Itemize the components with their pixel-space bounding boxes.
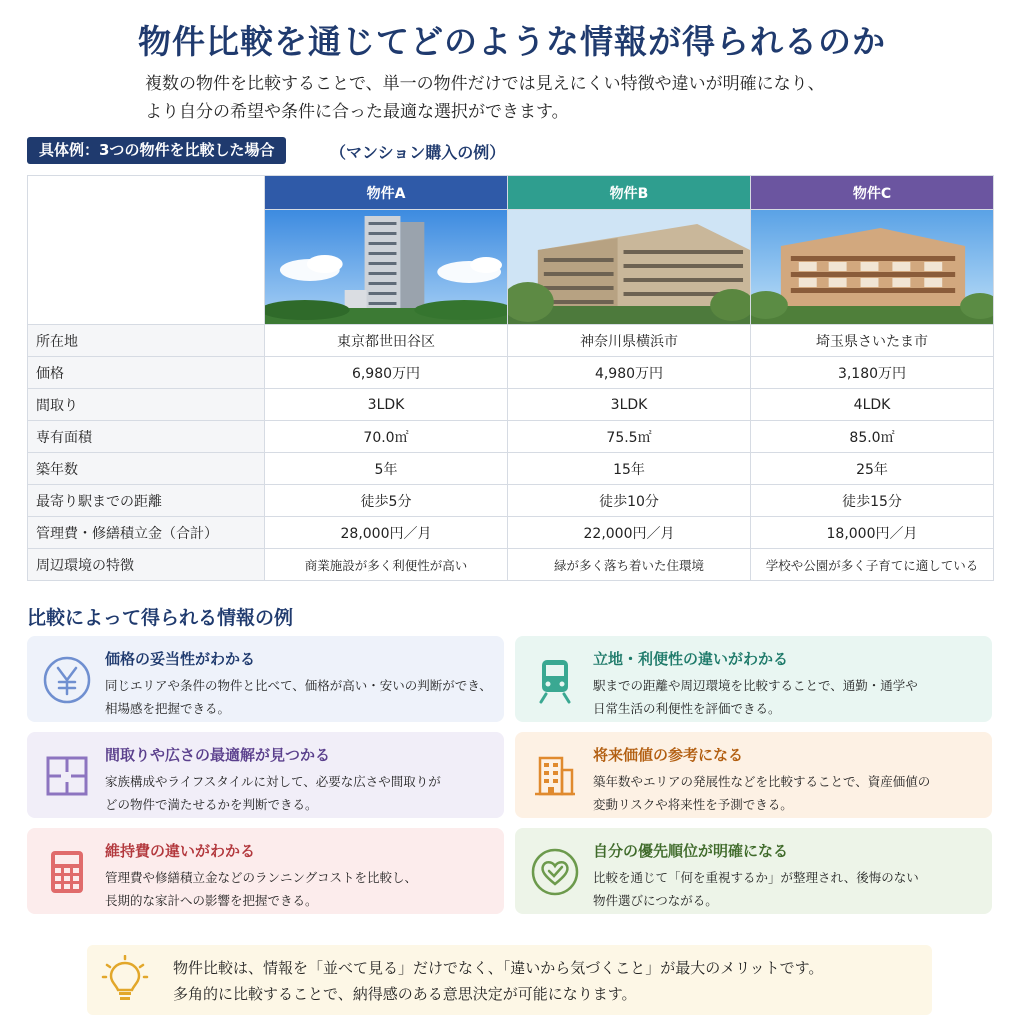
row-label: 専有面積 — [28, 421, 265, 453]
card-description-line: 駅までの距離や周辺環境を比較することで、通勤・通学や — [593, 678, 918, 693]
table-cell: 3,180万円 — [751, 357, 994, 389]
table-row — [28, 549, 994, 581]
card-description — [593, 866, 983, 912]
table-cell: 4,980万円 — [508, 357, 751, 389]
card-description-line: 長期的な家計への影響を把握できる。 — [105, 893, 318, 908]
card-description-line: 日常生活の利便性を評価できる。 — [593, 701, 781, 716]
row-label: 価格 — [28, 357, 265, 389]
table-cell: 4LDK — [751, 389, 994, 421]
row-label: 築年数 — [28, 453, 265, 485]
column-header-c: 物件C — [751, 176, 994, 210]
note-line-2: 多角的に比較することで、納得感のある意思決定が可能になります。 — [173, 985, 637, 1003]
table-cell: 22,000円／月 — [508, 517, 751, 549]
card-description-line: 物件選びにつながる。 — [593, 893, 718, 908]
table-row — [28, 389, 994, 421]
example-tag: 具体例：3つの物件を比較した場合 — [27, 137, 286, 164]
card-title: 維持費の違いがわかる — [105, 842, 256, 860]
info-card-floorplan — [27, 732, 504, 818]
card-description — [593, 674, 983, 720]
heart-check-icon — [527, 844, 583, 900]
column-header-b: 物件B — [508, 176, 751, 210]
table-row — [28, 453, 994, 485]
card-description-line: 相場感を把握できる。 — [105, 701, 231, 716]
card-title: 立地・利便性の違いがわかる — [593, 650, 789, 668]
intro-line-2: より自分の希望や条件に合った最適な選択ができます。 — [145, 102, 569, 122]
table-row — [28, 421, 994, 453]
table-cell: 85.0㎡ — [751, 421, 994, 453]
card-description-line: どの物件で満たせるかを判断できる。 — [105, 797, 318, 812]
note-text — [173, 955, 823, 1007]
card-description-line: 管理費や修繕積立金などのランニングコストを比較し、 — [105, 870, 418, 885]
table-cell: 神奈川県横浜市 — [508, 325, 751, 357]
table-cell: 5年 — [265, 453, 508, 485]
page-title: 物件比較を通じてどのような情報が得られるのか — [138, 22, 886, 61]
train-icon — [527, 652, 583, 708]
row-label: 管理費・修繕積立金（合計） — [28, 517, 265, 549]
note-line-1: 物件比較は、情報を「並べて見る」だけでなく、「違いから気づくこと」が最大のメリットです。 — [173, 959, 824, 977]
table-cell: 15年 — [508, 453, 751, 485]
row-label: 間取り — [28, 389, 265, 421]
card-title: 自分の優先順位が明確になる — [593, 842, 789, 860]
table-cell: 75.5㎡ — [508, 421, 751, 453]
card-description-line: 変動リスクや将来性を予測できる。 — [593, 797, 793, 812]
table-cell: 3LDK — [265, 389, 508, 421]
column-header-a: 物件A — [265, 176, 508, 210]
card-description-line: 比較を通じて「何を重視するか」が整理され、後悔のない — [593, 870, 919, 885]
lightbulb-icon — [101, 955, 149, 1005]
card-description-line: 家族構成やライフスタイルに対して、必要な広さや間取りが — [105, 774, 441, 789]
card-description — [593, 770, 983, 816]
table-cell: 28,000円／月 — [265, 517, 508, 549]
table-cell: 徒歩15分 — [751, 485, 994, 517]
property-c-image — [751, 210, 994, 325]
building-icon — [527, 748, 583, 804]
example-subtitle: （マンション購入の例） — [330, 143, 506, 162]
table-cell: 緑が多く落ち着いた住環境 — [508, 549, 751, 581]
info-card-price — [27, 636, 504, 722]
card-description — [105, 674, 495, 720]
table-row — [28, 357, 994, 389]
card-description-line: 築年数やエリアの発展性などを比較することで、資産価値の — [593, 774, 931, 789]
info-card-location — [515, 636, 992, 722]
table-row — [28, 325, 994, 357]
table-row — [28, 485, 994, 517]
intro-line-1: 複数の物件を比較することで、単一の物件だけでは見えにくい特徴や違いが明確になり、 — [145, 74, 825, 94]
property-a-image — [265, 210, 508, 325]
row-label: 周辺環境の特徴 — [28, 549, 265, 581]
table-cell: 徒歩10分 — [508, 485, 751, 517]
table-cell: 東京都世田谷区 — [265, 325, 508, 357]
table-cell: 学校や公園が多く子育てに適している — [751, 549, 994, 581]
table-cell: 3LDK — [508, 389, 751, 421]
info-card-maintenance — [27, 828, 504, 914]
card-title: 間取りや広さの最適解が見つかる — [105, 746, 331, 764]
summary-note — [87, 945, 932, 1015]
info-card-future-value — [515, 732, 992, 818]
card-title: 価格の妥当性がわかる — [105, 650, 256, 668]
calculator-icon — [39, 844, 95, 900]
card-title: 将来価値の参考になる — [593, 746, 744, 764]
table-cell: 70.0㎡ — [265, 421, 508, 453]
floorplan-icon — [39, 748, 95, 804]
comparison-table — [27, 175, 994, 581]
table-cell: 埼玉県さいたま市 — [751, 325, 994, 357]
table-cell: 18,000円／月 — [751, 517, 994, 549]
property-b-image — [508, 210, 751, 325]
section-title: 比較によって得られる情報の例 — [27, 607, 294, 629]
table-cell: 徒歩5分 — [265, 485, 508, 517]
card-description — [105, 866, 495, 912]
table-header-row — [28, 176, 994, 210]
intro-text — [145, 70, 825, 126]
yen-icon — [39, 652, 95, 708]
info-card-priority — [515, 828, 992, 914]
table-cell: 6,980万円 — [265, 357, 508, 389]
row-label: 所在地 — [28, 325, 265, 357]
row-label: 最寄り駅までの距離 — [28, 485, 265, 517]
table-row — [28, 517, 994, 549]
table-cell: 商業施設が多く利便性が高い — [265, 549, 508, 581]
table-corner — [28, 176, 265, 325]
card-description — [105, 770, 495, 816]
table-cell: 25年 — [751, 453, 994, 485]
card-description-line: 同じエリアや条件の物件と比べて、価格が高い・安いの判断ができ、 — [105, 678, 492, 693]
